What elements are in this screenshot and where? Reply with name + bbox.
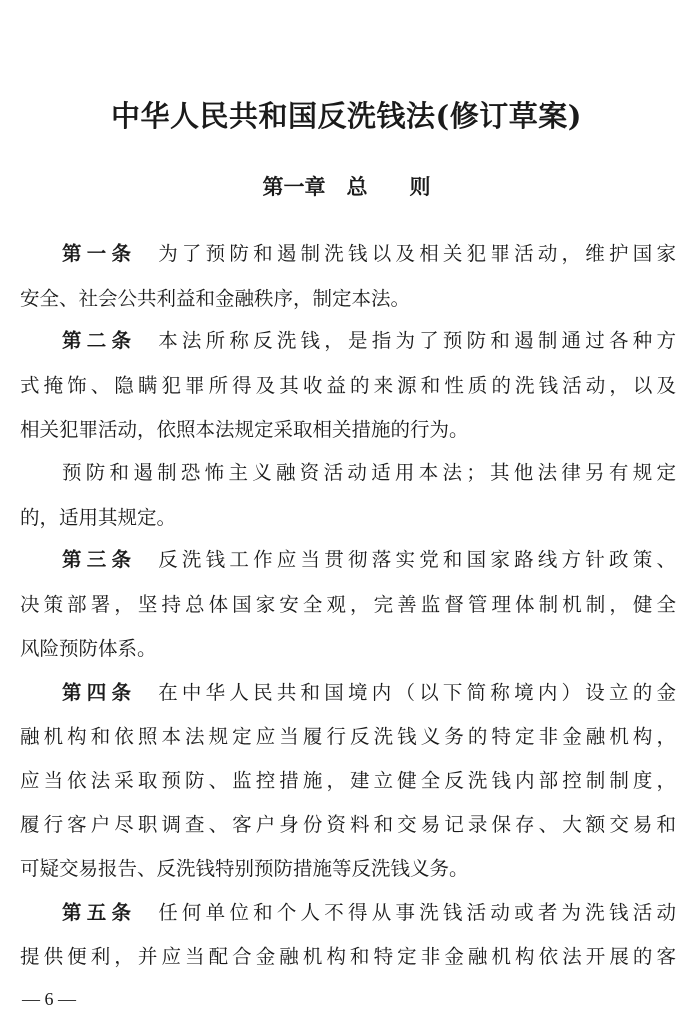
chapter-heading: 第一章 总 则 <box>262 174 431 199</box>
article-3-line-2: 决策部署，坚持总体国家安全观，完善监督管理体制机制，健全 <box>20 593 676 616</box>
article-4-line-5: 可疑交易报告、反洗钱特别预防措施等反洗钱义务。 <box>20 857 469 880</box>
article-4-line-1 <box>62 677 676 709</box>
article-5-line-1 <box>62 897 676 929</box>
article-5-label: 第五条 <box>62 901 137 924</box>
page-number: — 6 — <box>22 989 76 1009</box>
article-2-line-3: 相关犯罪活动，依照本法规定采取相关措施的行为。 <box>20 418 469 441</box>
article-2-text-1: 本法所称反洗钱，是指为了预防和遏制通过各种方 <box>158 329 676 352</box>
article-4-line-2: 融机构和依照本法规定应当履行反洗钱义务的特定非金融机构， <box>20 725 676 748</box>
article-3-line-1 <box>62 544 676 576</box>
article-5-text-1: 任何单位和个人不得从事洗钱活动或者为洗钱活动 <box>158 901 676 924</box>
article-1-text-1: 为了预防和遏制洗钱以及相关犯罪活动，维护国家 <box>158 242 676 265</box>
document-title: 中华人民共和国反洗钱法(修订草案) <box>111 99 582 133</box>
article-4-label: 第四条 <box>62 681 137 704</box>
article-2-line-2: 式掩饰、隐瞒犯罪所得及其收益的来源和性质的洗钱活动，以及 <box>20 374 676 397</box>
article-3-label: 第三条 <box>62 548 137 571</box>
article-1-line-1 <box>62 238 676 270</box>
article-4-line-4: 履行客户尽职调查、客户身份资料和交易记录保存、大额交易和 <box>20 813 676 836</box>
article-4-text-1: 在中华人民共和国境内（以下简称境内）设立的金 <box>158 681 676 704</box>
article-2-label: 第二条 <box>62 329 137 352</box>
article-1-label: 第一条 <box>62 242 137 265</box>
article-4-line-3: 应当依法采取预防、监控措施，建立健全反洗钱内部控制制度， <box>20 769 676 792</box>
article-1-line-2: 安全、社会公共利益和金融秩序，制定本法。 <box>20 287 411 310</box>
article-2-line-1 <box>62 325 676 357</box>
article-2-para-2-line-1: 预防和遏制恐怖主义融资活动适用本法；其他法律另有规定 <box>62 461 676 484</box>
article-2-para-2-line-2: 的，适用其规定。 <box>20 506 177 529</box>
article-3-line-3: 风险预防体系。 <box>20 637 157 660</box>
article-3-text-1: 反洗钱工作应当贯彻落实党和国家路线方针政策、 <box>158 548 676 571</box>
article-5-line-2: 提供便利，并应当配合金融机构和特定非金融机构依法开展的客 <box>20 945 676 968</box>
